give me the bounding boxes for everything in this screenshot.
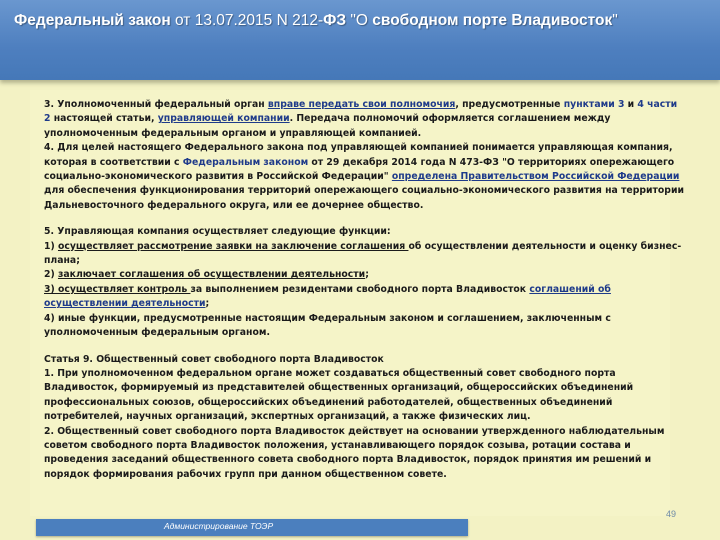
page-number: 49 [666,509,677,519]
link-federal-law[interactable]: Федеральным законом [182,156,309,168]
article-9-title: Статья 9. Общественный совет свободного порта Владивосток [44,353,384,365]
link-points-3[interactable]: пунктами 3 [563,99,625,110]
link-part-2[interactable]: 4 части 2 [44,99,678,125]
article-9-point-2: 2. Общественный совет свободного порта Владивосток действует на основании утвержденного наблюдательным советом свободного порта Владивосток положения, устанавливающего порядок созыва, ротации состава и проведения заседаний общественного совета свободного порта Владивосток, порядок принятия им решений и порядок формирования рабочих групп при данном общественном совете. [44,425,665,480]
function-2: 2) заключает соглашения об осуществлении деятельности; [44,269,369,281]
slide-title: Федеральный закон от 13.07.2015 N 212-ФЗ "О свободном порте Владивосток" [14,12,618,29]
paragraph-5-intro: 5. Управляющая компания осуществляет следующие функции: [44,226,391,238]
paragraph-3: 3. Уполномоченный федеральный орган вправе передать свои полномочия, предусмотренные пунктами 3 и 4 части 2 настоящей статьи, управляющей компании. Передача полномочий оформляется соглашением между уполномоченным федеральным органом и управляющей компанией. [44,99,678,139]
link-management-company[interactable]: управляющей компании [157,113,290,125]
paragraph-4: 4. Для целей настоящего Федерального закона под управляющей компанией понимается управляющая компания, которая в соответствии с Федеральным законом от 29 декабря 2014 года N 473-ФЗ "О территориях опережающего социально-экономического развития в Российской Федерации" определена Правительством Российской Федерации для обеспечения функционирования территорий опережающего социально-экономического развития на территории Дальневосточного федерального округа, или ее дочернее общество. [44,142,684,211]
footer-bar [36,519,468,536]
footer-label: Администрирование ТОЭР [164,521,274,531]
link-application-review[interactable]: осуществляет рассмотрение заявки на заключение соглашения [57,240,409,252]
function-1: 1) осуществляет рассмотрение заявки на заключение соглашения об осуществлении деятельности и оценку бизнес-плана; [44,240,682,267]
link-control[interactable]: 3) осуществляет контроль [44,283,191,295]
title-bar [0,0,720,80]
link-transfer-powers[interactable]: вправе передать свои полномочия [267,99,456,110]
link-agreements-activity[interactable]: соглашений об осуществлении деятельности [44,283,611,310]
link-government-defined[interactable]: определена Правительством Российской Федерации [391,171,680,183]
function-4: 4) иные функции, предусмотренные настоящим Федеральным законом и соглашением, заключенным с уполномоченным федеральным органом. [44,312,611,339]
law-text [44,98,684,482]
link-conclude-agreements[interactable]: заключает соглашения об осуществлении деятельности [57,269,366,281]
article-9-point-1: 1. При уполномоченном федеральном органе может создаваться общественный совет свободного порта Владивосток, формируемый из представителей общественных организаций, общероссийских объединений профессиональных союзов, общероссийских объединений работодателей, общественных объединений потребителей, научных организаций, экспертных организаций, а также физических лиц. [44,367,634,423]
function-3: 3) осуществляет контроль за выполнением резидентами свободного порта Владивосток соглашений об осуществлении деятельности; [44,283,611,310]
